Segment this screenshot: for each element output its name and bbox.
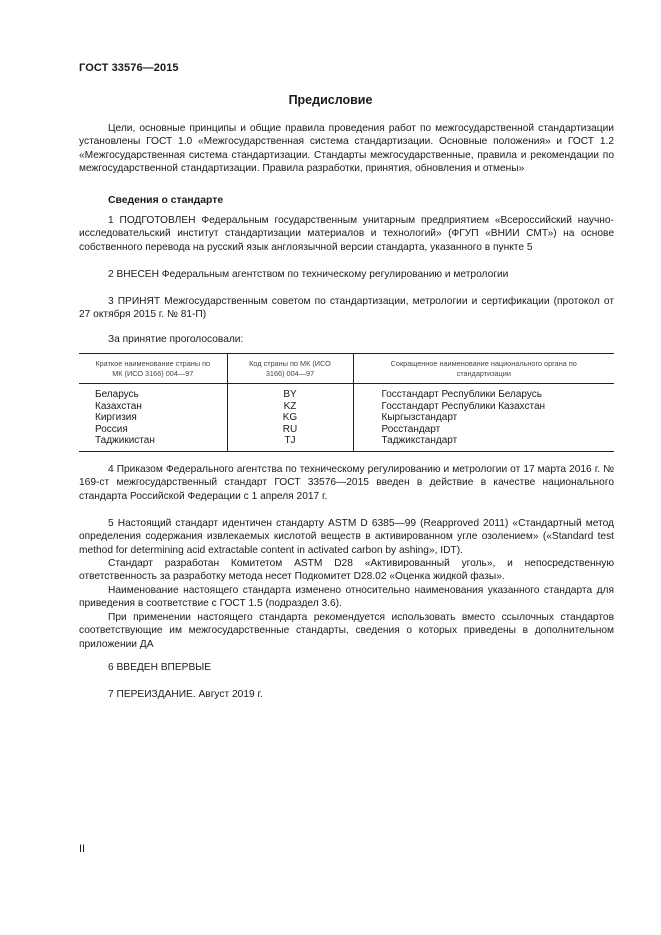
standard-id: ГОСТ 33576—2015 xyxy=(79,62,179,74)
member-states-table xyxy=(79,353,614,452)
table-header-body: Сокращенное наименование национального органа по стандартизации xyxy=(353,354,614,384)
country-name: Казахстан xyxy=(95,400,142,412)
table-header-country: Краткое наименование страны по МК (ИСО 3166) 004—97 xyxy=(79,354,227,384)
table-row xyxy=(79,435,614,451)
table-row xyxy=(79,412,614,424)
country-name: Таджикистан xyxy=(79,435,227,451)
table-header-row xyxy=(79,354,614,384)
country-code: TJ xyxy=(227,435,353,451)
vote-caption: За принятие проголосовали: xyxy=(108,334,244,345)
item-4-paragraph: 4 Приказом Федерального агентства по техническому регулированию и метрологии от 17 марта 2016 г. № 169-ст межгосударственный стандарт ГОСТ 33576—2015 введен в действие в качестве национального стандарта Российской Федерации с 1 апреля 2017 г. xyxy=(79,464,614,502)
intro-paragraph: Цели, основные принципы и общие правила проведения работ по межгосударственной стандартизации установлены ГОСТ 1.0 «Межгосударственная система стандартизации. Основные положения» и ГОСТ 1.2 «Межгосударственная система стандартизации. Стандарты межгосударственные, правила и рекомендации по межгосударственной стандартизации. Правила разработки, принятия, обновления и отмены» xyxy=(79,123,614,175)
country-name: Беларусь xyxy=(95,389,139,400)
table-row xyxy=(79,401,614,413)
country-code: RU xyxy=(227,424,353,436)
item-5-name-change-paragraph: Наименование настоящего стандарта изменено относительно наименования указанного стандарта для приведения в соответствие с ГОСТ 1.5 (подраздел 3.6). xyxy=(79,585,614,610)
standards-body: Госстандарт Республики Беларусь xyxy=(353,384,614,401)
country-name: Киргизия xyxy=(95,412,137,424)
page-number: II xyxy=(79,843,86,855)
country-name: Россия xyxy=(95,423,128,435)
section-heading: Сведения о стандарте xyxy=(108,195,224,206)
standards-body: Росстандарт xyxy=(353,424,614,436)
table-row xyxy=(79,424,614,436)
item-5-committee-paragraph: Стандарт разработан Комитетом ASTM D28 «Активированный уголь», и непосредственную ответственность за разработку метода несет Подкомитет D28.02 «Оценка жидкой фазы». xyxy=(79,558,614,583)
item-3-paragraph: 3 ПРИНЯТ Межгосударственным советом по стандартизации, метрологии и сертификации (протокол от 27 октября 2015 г. № 81-П) xyxy=(79,296,614,321)
country-code: KZ xyxy=(227,401,353,413)
standards-body: Кыргызстандарт xyxy=(353,412,614,424)
table-header-code: Код страны по МК (ИСО 3166) 004—97 xyxy=(227,354,353,384)
page-title: Предисловие xyxy=(288,93,373,107)
item-2-paragraph: 2 ВНЕСЕН Федеральным агентством по техническому регулированию и метрологии xyxy=(108,269,509,280)
country-code: KG xyxy=(227,412,353,424)
table-row xyxy=(79,384,614,401)
item-5-references-paragraph: При применении настоящего стандарта рекомендуется использовать вместо ссылочных стандартов соответствующие им межгосударственные стандарты, сведения о которых приведены в дополнительном приложении ДА xyxy=(79,612,614,650)
item-6-paragraph: 6 ВВЕДЕН ВПЕРВЫЕ xyxy=(108,662,212,673)
country-code: BY xyxy=(227,384,353,401)
item-1-paragraph: 1 ПОДГОТОВЛЕН Федеральным государственным унитарным предприятием «Всероссийский научно-исследовательский институт стандартизации материалов и технологий» (ФГУП «ВНИИ СМТ») на основе собственного перевода на русский язык англоязычной версии стандарта, указанного в пункте 5 xyxy=(79,215,614,253)
standards-body: Госстандарт Республики Казахстан xyxy=(353,401,614,413)
item-7-paragraph: 7 ПЕРЕИЗДАНИЕ. Август 2019 г. xyxy=(108,689,263,700)
item-5-paragraph: 5 Настоящий стандарт идентичен стандарту ASTM D 6385—99 (Reapproved 2011) «Стандартный метод определения содержания извлекаемых кислотой веществ в активированном угле озолением» («Standard test method for determining acid extractable content in activated carbon by ashing», IDT). xyxy=(79,518,614,556)
standards-body: Таджикстандарт xyxy=(353,435,614,451)
